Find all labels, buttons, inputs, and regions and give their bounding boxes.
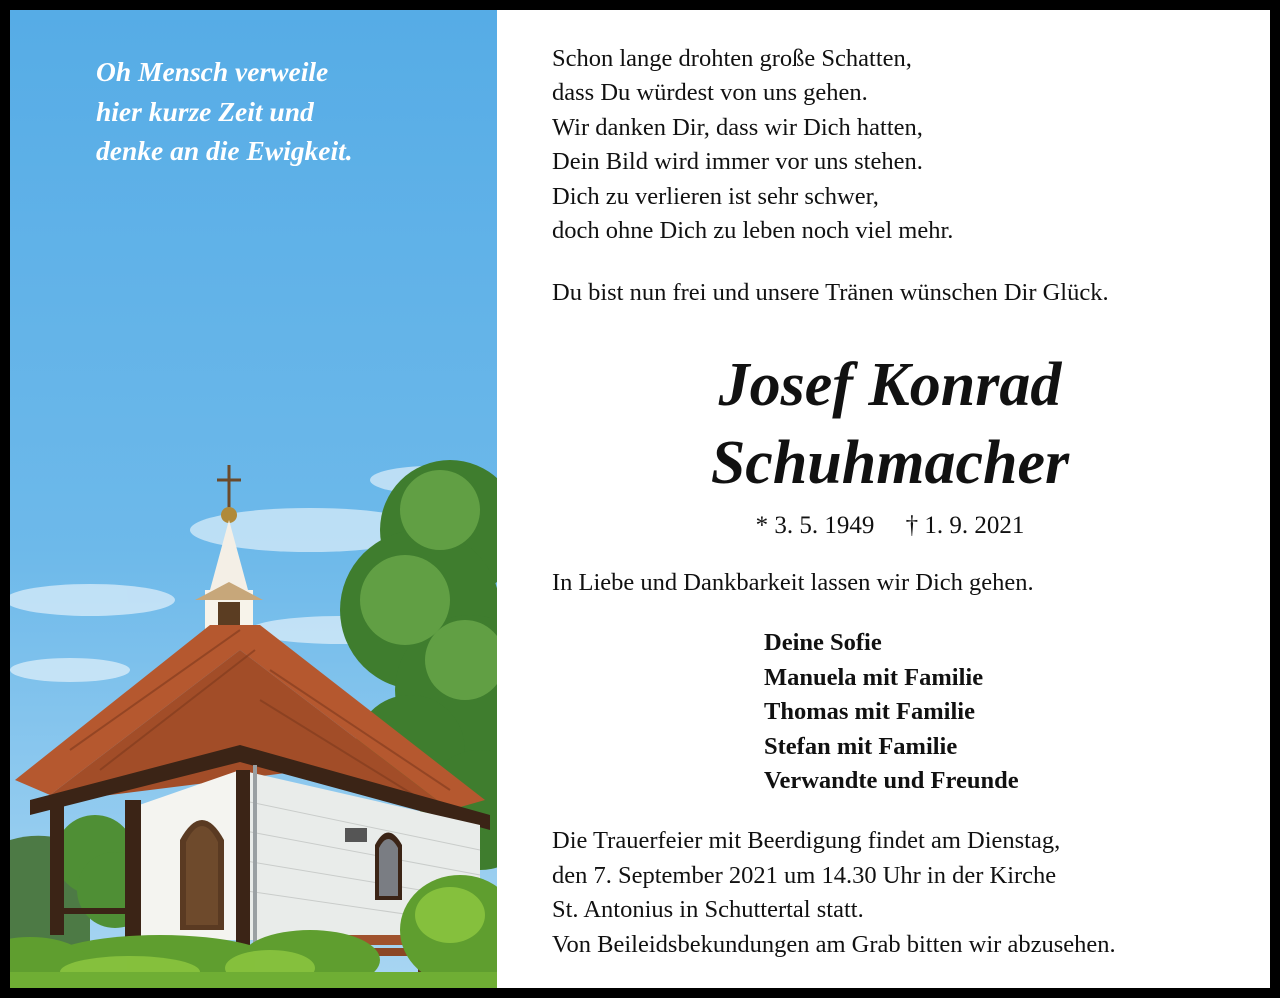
poem-line: doch ohne Dich zu leben noch viel mehr.	[552, 217, 954, 245]
poem-line: dass Du würdest von uns gehen.	[552, 79, 868, 107]
life-dates	[552, 512, 1228, 540]
poem-line: Schon lange drohten große Schatten,	[552, 45, 912, 72]
poem-line: Dein Bild wird immer vor uns stehen.	[552, 148, 923, 176]
motto-text	[96, 52, 476, 171]
deceased-name	[552, 346, 1228, 502]
deceased-name-line: Josef Konrad	[718, 351, 1062, 419]
mourner: Stefan mit Familie	[764, 732, 958, 760]
poem	[552, 42, 953, 248]
service-info-line: Von Beileidsbekundungen am Grab bitten wir abzusehen.	[552, 930, 1116, 958]
birth-date: * 3. 5. 1949	[755, 512, 875, 539]
poem-line: Wir danken Dir, dass wir Dich hatten,	[552, 113, 923, 141]
service-info	[552, 824, 1116, 962]
wish-line: Du bist nun frei und unsere Tränen wünschen Dir Glück.	[552, 279, 1109, 306]
mourners-list	[764, 626, 1019, 799]
mourner: Deine Sofie	[764, 629, 882, 656]
death-date: † 1. 9. 2021	[905, 512, 1025, 539]
poem-line: Dich zu verlieren ist sehr schwer,	[552, 182, 879, 210]
service-info-line: St. Antonius in Schuttertal statt.	[552, 896, 864, 924]
motto-line: Oh Mensch verweile	[96, 56, 329, 87]
deceased-name-line: Schuhmacher	[710, 429, 1070, 497]
mourner: Thomas mit Familie	[764, 698, 975, 726]
chapel-photo	[10, 10, 497, 988]
motto-line: hier kurze Zeit und	[96, 95, 314, 127]
service-info-line: Die Trauerfeier mit Beerdigung findet am Dienstag,	[552, 827, 1061, 854]
motto-line: denke an die Ewigkeit.	[96, 135, 353, 166]
mourner: Verwandte und Freunde	[764, 767, 1019, 795]
service-info-line: den 7. September 2021 um 14.30 Uhr in der Kirche	[552, 861, 1057, 889]
mourner: Manuela mit Familie	[764, 663, 984, 691]
farewell-line: In Liebe und Dankbarkeit lassen wir Dich gehen.	[552, 569, 1034, 596]
